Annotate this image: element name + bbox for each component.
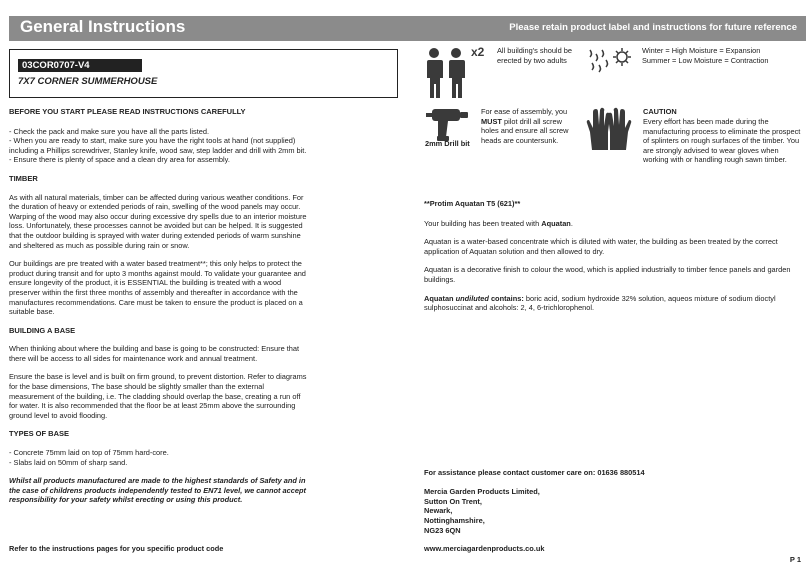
- weather-icon: [586, 46, 634, 78]
- weather-text: Winter = High Moisture = Expansion Summer = Low Moisture = Contraction: [642, 46, 769, 65]
- drill-label: 2mm Drill bit: [425, 139, 470, 148]
- safety-note: Whilst all products manufactured are made to the highest standards of Safety and in the case of childrens products independently tested to EN71 level, we cannot accept responsibility for your safety whilst erecting or using this product.: [9, 476, 306, 505]
- heading-timber: TIMBER: [9, 173, 38, 183]
- treated-line: Your building has been treated with Aquatan.: [424, 218, 573, 228]
- heading-base: BUILDING A BASE: [9, 325, 76, 335]
- timber-para-2: Our buildings are pre treated with a water based treatment**; this only helps to protect the product during transit and for upto 3 months against mould. To validate your guarantee and ensure longevity of the product, it is ESSENTIAL the building is treated with a wood preserver within the first three months of assembly and thereafter in accordance with the manufactures recommendations. Care must be taken to ensure the product is placed on a suitable base.: [9, 259, 306, 317]
- left-column: [9, 107, 309, 553]
- page-title: General Instructions: [20, 17, 186, 36]
- assist-line: For assistance please contact customer care on: 01636 880514: [424, 468, 645, 477]
- people-count: x2: [471, 45, 485, 59]
- aquatan-para-1: Aquatan is a water-based concentrate which is diluted with water, the building as been treated by the correct application of Aquatan solution and then allowed to dry.: [424, 237, 778, 256]
- drill-icon: [424, 106, 470, 142]
- header-bar: [9, 16, 806, 41]
- heading-types: TYPES OF BASE: [9, 429, 70, 439]
- caution-title: CAUTION: [643, 107, 677, 116]
- heading-before: BEFORE YOU START PLEASE READ INSTRUCTIONS CAREFULLY: [9, 107, 246, 116]
- aquatan-para-2: Aquatan is a decorative finish to colour the wood, which is applied industrially to timber fence panels and garden buildings.: [424, 265, 791, 284]
- gloves-icon: [586, 106, 634, 152]
- caution-text: Every effort has been made during the manufacturing process to eliminate the prospect of splinters on rough surfaces of the timber. You are strongly advised to wear gloves when working with or handling rough sawn timber.: [643, 117, 801, 164]
- contact-block: [424, 468, 645, 554]
- product-code: 03COR0707-V4: [18, 59, 142, 72]
- base-para-2: Ensure the base is level and is built on firm ground, to prevent distortion. Refer to diagrams for the base dimensions, The base should be slightly smaller than the external measurement of the building, i.e. The cladding should overlap the base, creating a run off for water. It is also recommended that the floor be at least 25mm above the surrounding ground level to avoid flooding.: [9, 372, 307, 420]
- types-list: - Concrete 75mm laid on top of 75mm hard-core. - Slabs laid on 50mm of sharp sand.: [9, 448, 169, 467]
- people-text: All building's should be erected by two adults: [497, 46, 572, 65]
- address: Mercia Garden Products Limited, Sutton On Trent, Newark, Nottinghamshire, NG23 6QN: [424, 486, 540, 535]
- two-people-icon: [423, 47, 471, 99]
- base-para-1: When thinking about where the building and base is going to be constructed: Ensure that there will be access to all sides for maintenance work and annual treatment.: [9, 344, 300, 363]
- retain-notice: Please retain product label and instructions for future reference: [509, 22, 797, 33]
- website-link[interactable]: www.merciagardenproducts.co.uk: [424, 543, 545, 553]
- right-column: [424, 199, 794, 322]
- protim-heading: **Protim Aquatan T5 (621)**: [424, 199, 521, 208]
- contains-para: Aquatan undiluted contains: boric acid, sodium hydroxide 32% solution, aqueos mixture of sodium dioctyl sulphosuccinat and alcohols: 2, 4, 6-trichlorophenol.: [424, 293, 776, 313]
- product-name: 7X7 CORNER SUMMERHOUSE: [18, 76, 158, 87]
- product-box: [9, 49, 398, 98]
- before-list: - Check the pack and make sure you have all the parts listed. - When you are ready to start, make sure you have the right tools at hand (not supplied) including a Phillips screwdriver, Stanley knife, wood saw, step ladder and drill with 2mm bit. - Ensure there is plenty of space and a clean dry area for assembly.: [9, 126, 307, 165]
- refer-note: Refer to the instructions pages for you specific product code: [9, 544, 224, 553]
- drill-text: For ease of assembly, you MUST pilot drill all screw holes and ensure all screw heads are countersunk.: [481, 107, 569, 145]
- page-number: P 1: [789, 555, 801, 564]
- timber-para-1: As with all natural materials, timber can be affected during various weather conditions. For the duration of heavy or extended periods of rain, swelling of the wood panels may occur. Warping of the wood may also occur during excessive dry spells due to an interior moisture loss. Unfortunately, these processes cannot be avoided but can be helped. It is suggested that the outdoor building is sprayed with water during extended periods of warm sunshine and sheltered as much as possible during rain or snow.: [9, 192, 307, 250]
